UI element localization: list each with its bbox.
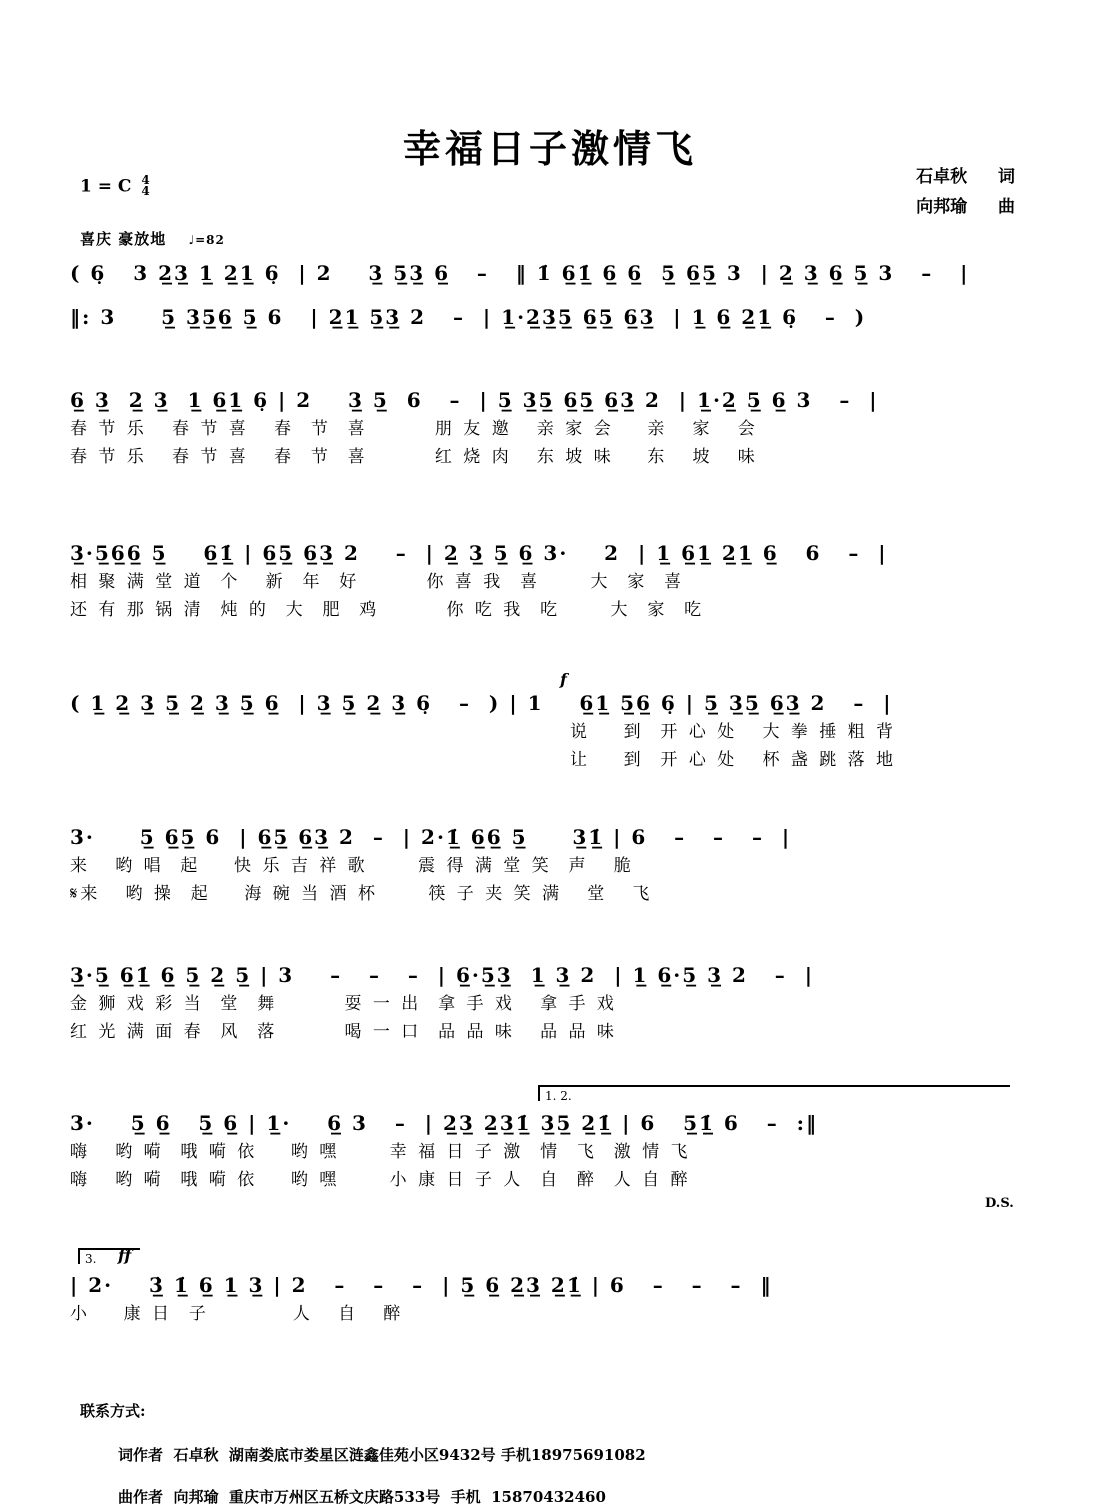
volta-bracket-1-2 <box>538 1085 1010 1101</box>
system-ending <box>70 1270 1030 1328</box>
lyrics-line-1: 金 狮 戏 彩 当 堂 舞 耍 一 出 拿 手 戏 拿 手 戏 <box>70 994 617 1014</box>
page-title: 幸福日子激情飞 <box>402 126 697 171</box>
lyrics-line-1: 小 康 日 子 人 自 醉 <box>70 1304 404 1324</box>
lyrics-line-2: 还 有 那 锅 清 炖 的 大 肥 鸡 你 吃 我 吃 大 家 吃 <box>70 600 705 620</box>
notation-line: | 2· 3̲̇ 1̲̇ 6̲ 1̲ 3̲ | 2 – – – | 5̲ 6̲ 2̲3̲ 2̲1̲̇ | 6 – – – ‖ <box>70 1273 773 1297</box>
lyrics-line-1: 来 哟 唱 起 快 乐 吉 祥 歌 震 得 满 堂 笑 声 脆 <box>70 856 634 876</box>
notation-line: ( 6̣ 3 2̲3̲ 1̲ 2̲1̲ 6̣ | 2 3̲ 5̲3̲ 6̲ – ‖ 1̇ 6̲1̲̇ 6̲ 6̲ 5̲ 6̲5̲ 3 | 2̲ 3̲ 6̲ 5̲ 3 – | <box>70 261 970 285</box>
lyrics-line-1: 嗨 哟 嗬 哦 嗬 依 哟 嘿 幸 福 日 子 激 情 飞 激 情 飞 <box>70 1142 691 1162</box>
lyrics-line-2: 红 光 满 面 春 风 落 喝 一 口 品 品 味 品 品 味 <box>70 1022 617 1042</box>
segno-sign: 𝄋 <box>70 884 81 904</box>
composer-name: 向邦瑜 <box>916 197 968 217</box>
key-signature-text: 1 = C <box>80 176 132 197</box>
system-verse-2 <box>70 538 1030 624</box>
notation-line: 3̲·5̲ 6̲1̲̇ 6̲ 5̲ 2̲ 5̲ | 3 – – – | 6̲·5̲3̲ 1̲ 3̲ 2 | 1̲ 6̲·5̲ 3̲ 2 – | <box>70 963 815 987</box>
volta-label-3: 3. <box>85 1252 97 1266</box>
contact-line-lyricist: 词作者 石卓秋 湖南娄底市娄星区涟鑫佳苑小区9432号 手机18975691082 <box>118 1446 646 1464</box>
lyricist-role: 词 <box>998 167 1015 187</box>
system-intro-1 <box>70 258 1030 288</box>
system-chorus-1 <box>70 822 1030 908</box>
notation-line: 3̲·5̲6̲6̲ 5̲ 6̲1̲̇ | 6̲5̲ 6̲3̲ 2 – | 2̲ 3̲ 5̲ 6̲ 3· 2 | 1̲ 6̲1̲ 2̲1̲ 6̲ 6 – | <box>70 541 888 565</box>
ds-marking: D.S. <box>985 1196 1014 1211</box>
composer-line <box>916 192 1015 222</box>
time-signature-denominator: 4 <box>141 184 150 198</box>
system-chorus-3 <box>70 1108 1030 1194</box>
lyrics-line-2 <box>70 880 1030 908</box>
bpm-marking: ♩=82 <box>188 233 225 247</box>
system-interlude <box>70 672 1030 774</box>
notation-line: 3· 5̲ 6̲5̲ 6 | 6̲5̲ 6̲3̲ 2 – | 2·1̲̇ 6̲6̲ 5̲ 3̲1̲̇ | 6 – – – | <box>70 825 792 849</box>
notation-line: ‖: 3 5̲ 3̲5̲6̲ 5̲ 6 | 2̲1̲ 5̲3̲ 2 – | 1̲·2̲3̲5̲ 6̲5̲ 6̲3̲ | 1̲ 6̲ 2̲1̲ 6̣ – ) <box>70 305 867 329</box>
volta-label-1-2: 1. 2. <box>545 1089 572 1103</box>
notation-line: 6̲ 3̲ 2̲ 3̲ 1̲ 6̲1̲ 6̣ | 2 3̲ 5̲ 6 – | 5̲ 3̲5̲ 6̲5̲ 6̲3̲ 2 | 1̲·2̲ 5̲ 6̲ 3 – | <box>70 388 879 412</box>
credits <box>916 162 1015 222</box>
lyrics-line-1: 春 节 乐 春 节 喜 春 节 喜 朋 友 邀 亲 家 会 亲 家 会 <box>70 419 758 439</box>
tempo-marking <box>80 228 225 249</box>
dynamic-marking: f <box>560 670 567 689</box>
time-signature-numerator: 4 <box>141 173 150 187</box>
lyrics-line-2: 嗨 哟 嗬 哦 嗬 依 哟 嘿 小 康 日 子 人 自 醉 人 自 醉 <box>70 1170 691 1190</box>
notation-line: 3· 5̲ 6̲ 5̲ 6̲ | 1̲· 6̲ 3 – | 2̲3̲ 2̲3̲1̲̇ 3̲5̲ 2̲1̲̇ | 6 5̲1̲̇ 6 – :‖ <box>70 1111 819 1135</box>
lyricist-name: 石卓秋 <box>916 167 968 187</box>
contact-heading: 联系方式: <box>80 1402 146 1420</box>
lyricist-line <box>916 162 1015 192</box>
contact-line-composer: 曲作者 向邦瑜 重庆市万州区五桥文庆路533号 手机 15870432460 <box>118 1488 606 1506</box>
lyrics-line-1: 相 聚 满 堂 道 个 新 年 好 你 喜 我 喜 大 家 喜 <box>70 572 685 592</box>
lyrics-text: 来 哟 操 起 海 碗 当 酒 杯 筷 子 夹 笑 满 堂 飞 <box>80 884 653 904</box>
system-chorus-2 <box>70 960 1030 1046</box>
lyrics-line-1: 说 到 开 心 处 大 拳 捶 粗 背 <box>570 722 897 742</box>
key-signature <box>80 173 150 198</box>
notation-line: ( 1̲ 2̲ 3̲ 5̲ 2̲ 3̲ 5̲ 6̲ | 3̲ 5̲ 2̲ 3̲ 6̣ – ) | 1 6̲1̲ 5̲6̲ 6̣ | 5̲ 3̲5̲ 6̲3̲ 2 – | <box>70 691 893 715</box>
dynamic-marking-ff: ff <box>118 1246 132 1265</box>
lyrics-line-2: 春 节 乐 春 节 喜 春 节 喜 红 烧 肉 东 坡 味 东 坡 味 <box>70 447 758 467</box>
system-intro-2 <box>70 302 1030 332</box>
composer-role: 曲 <box>998 197 1015 217</box>
lyrics-line-2: 让 到 开 心 处 杯 盏 跳 落 地 <box>570 750 897 770</box>
system-verse-1 <box>70 385 1030 471</box>
mood-marking: 喜庆 豪放地 <box>80 230 167 248</box>
time-signature <box>141 175 149 197</box>
